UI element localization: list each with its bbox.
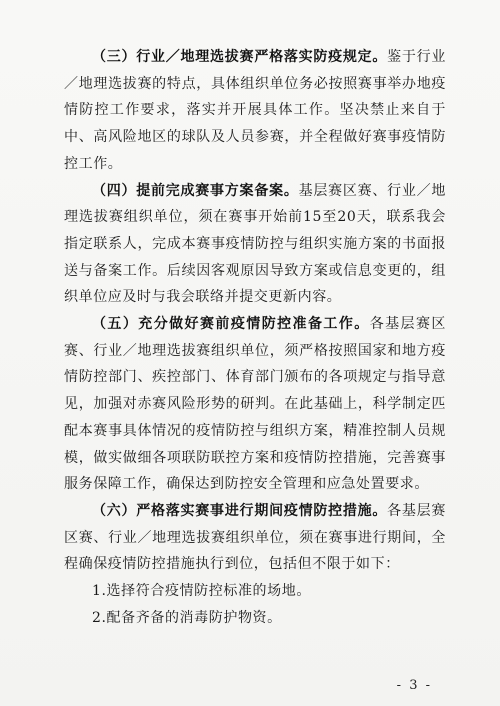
section-3-text: 鉴于行业／地理选拔赛的特点，具体组织单位务必按照赛事举办地疫情防控工作要求，落实并开展具体工作。坚决禁止来自于中、高风险地区的球队及人员参赛，并全程做好赛事疫情防控工作。 <box>64 49 446 172</box>
section-3-heading: （三）行业／地理选拔赛严格落实防疫规定。 <box>92 49 388 65</box>
section-4-paragraph <box>64 178 446 312</box>
section-4-text: 基层赛区赛、行业／地理选拔赛组织单位，须在赛事开始前15至20天，联系我会指定联系人，完成本赛事疫情防控与组织实施方案的书面报送与备案工作。后续因客观原因导致方案或信息变更的，组织单位应及时与我会联络并提交更新内容。 <box>64 182 446 306</box>
section-3-paragraph <box>64 44 446 178</box>
list-item: 2.配备齐备的消毒防护物资。 <box>92 609 282 626</box>
page-number: - 3 - <box>396 678 432 693</box>
section-5-heading: （五）充分做好赛前疫情防控准备工作。 <box>92 316 370 333</box>
section-6-text: 各基层赛区赛、行业／地理选拔赛组织单位，须在赛事进行期间，全程确保疫情防控措施执行到位，包括但不限于如下： <box>64 502 446 573</box>
list-item: 1.选择符合疫情防控标准的场地。 <box>92 583 311 600</box>
section-6-paragraph <box>64 498 446 578</box>
section-6-heading: （六）严格落实赛事进行期间疫情防控措施。 <box>92 502 388 519</box>
section-4-heading: （四）提前完成赛事方案备案。 <box>92 182 299 199</box>
section-5-text: 各基层赛区赛、行业／地理选拔赛组织单位，须严格按照国家和地方疫情防控部门、疾控部门、体育部门颁布的各项规定与指导意见，加强对赤赛风险形势的研判。在此基础上，科学制定匹配本赛事具体情况的疫情防控与组织方案，精准控制人员规模，做实做细各项联防联控方案和疫情防控措施，完善赛事服务保障工作，确保达到防控安全管理和应急处置要求。 <box>64 316 446 493</box>
section-5-paragraph <box>64 311 446 498</box>
document-body <box>64 44 446 631</box>
